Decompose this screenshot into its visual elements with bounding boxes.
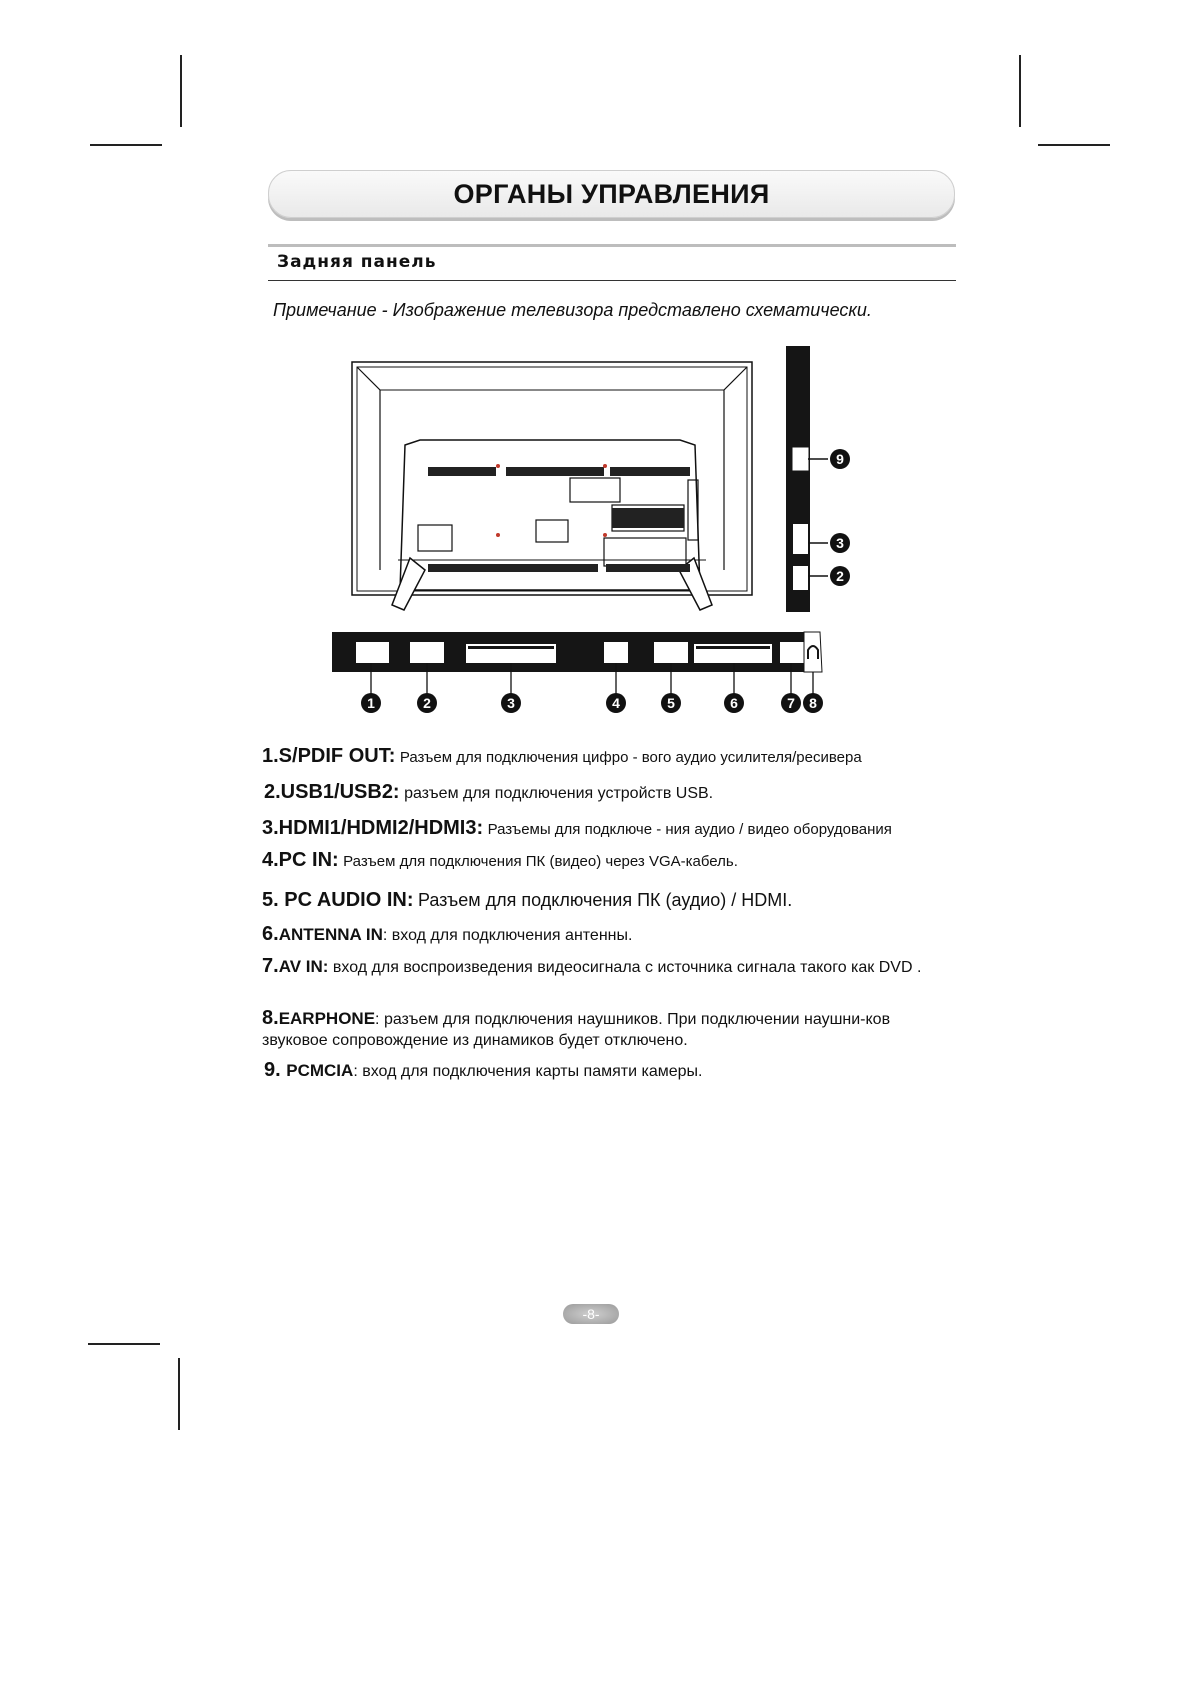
bottom-connector-strip (332, 632, 822, 672)
callout-marker-3 (501, 693, 521, 713)
item-text: вход для воспроизведения видеосигнала с источника сигнала такого как DVD . (328, 959, 922, 976)
item-text: Разъем для подключения цифро - вого аудио усилителя/ресивера (399, 749, 862, 766)
item-text: Разъемы для подключе - ния аудио / видео оборудования (487, 821, 892, 838)
item-text: разъем для подключения устройств USB. (404, 785, 714, 802)
callout-label-7: 7 (787, 695, 795, 711)
list-item-usb (264, 782, 954, 804)
item-label: 3.HDMI1/HDMI2/HDMI3: (262, 817, 484, 839)
item-name: ANTENNA IN (278, 925, 383, 944)
list-item-pc-audio (262, 890, 952, 912)
callout-marker-8 (803, 693, 823, 713)
item-label: 7. (262, 955, 279, 977)
tv-rear-panel-diagram (0, 0, 1191, 740)
item-text: Разъем для подключения ПК (аудио) / HDMI. (417, 890, 793, 910)
item-name: AV IN: (278, 957, 329, 976)
item-name: PCMCIA (286, 1061, 354, 1080)
crop-mark (178, 1358, 180, 1430)
callout-label-8: 8 (809, 695, 817, 711)
list-item-earphone (262, 1008, 952, 1051)
item-name: EARPHONE (278, 1009, 376, 1028)
crop-mark (88, 1343, 160, 1345)
callout-label-3: 3 (507, 695, 515, 711)
list-item-antenna (262, 924, 952, 946)
list-item-spdif (262, 746, 952, 768)
item-label: 1.S/PDIF OUT: (262, 745, 396, 767)
item-label: 2.USB1/USB2: (264, 781, 400, 803)
item-label: 6. (262, 923, 279, 945)
list-item-av-in (262, 956, 952, 978)
item-label: 8. (262, 1007, 279, 1029)
callout-label-2: 2 (423, 695, 431, 711)
page-title: ОРГАНЫ УПРАВЛЕНИЯ (453, 178, 770, 209)
schematic-note: Примечание - Изображение телевизора представлено схематически. (273, 300, 872, 320)
callout-marker-1 (361, 693, 381, 713)
callout-label-6: 6 (730, 695, 738, 711)
side-connector-strip (786, 346, 828, 612)
list-item-pc-in (262, 850, 952, 872)
callout-label-side-3: 3 (836, 535, 844, 551)
callout-marker-7 (781, 693, 801, 713)
item-text: : разъем для подключения наушников. При подключении наушни-ков звуковое сопровождение из динамиков будет отключено. (262, 1011, 891, 1049)
page-number: -8- (563, 1304, 619, 1324)
item-label: 5. PC AUDIO IN: (262, 889, 414, 911)
callout-label-4: 4 (612, 695, 620, 711)
callout-label-5: 5 (667, 695, 675, 711)
callout-marker-6 (724, 693, 744, 713)
callout-marker-side-2 (830, 566, 850, 586)
item-text: Разъем для подключения ПК (видео) через VGA-кабель. (343, 853, 738, 870)
section-title: Задняя панель (277, 252, 437, 272)
item-text: : вход для подключения карты памяти камеры. (353, 1063, 703, 1080)
list-item-hdmi (262, 818, 952, 840)
callout-marker-2 (417, 693, 437, 713)
tv-back-drawing (352, 362, 752, 610)
item-label: 4.PC IN: (262, 849, 339, 871)
list-item-pcmcia (264, 1060, 954, 1082)
callout-label-side-9: 9 (836, 451, 844, 467)
callout-marker-side-3 (830, 533, 850, 553)
callout-label-1: 1 (367, 695, 375, 711)
callout-label-side-2: 2 (836, 568, 844, 584)
callout-marker-4 (606, 693, 626, 713)
callout-marker-5 (661, 693, 681, 713)
item-text: : вход для подключения антенны. (382, 927, 633, 944)
callout-marker-side-9 (830, 449, 850, 469)
item-label: 9. (264, 1059, 287, 1081)
